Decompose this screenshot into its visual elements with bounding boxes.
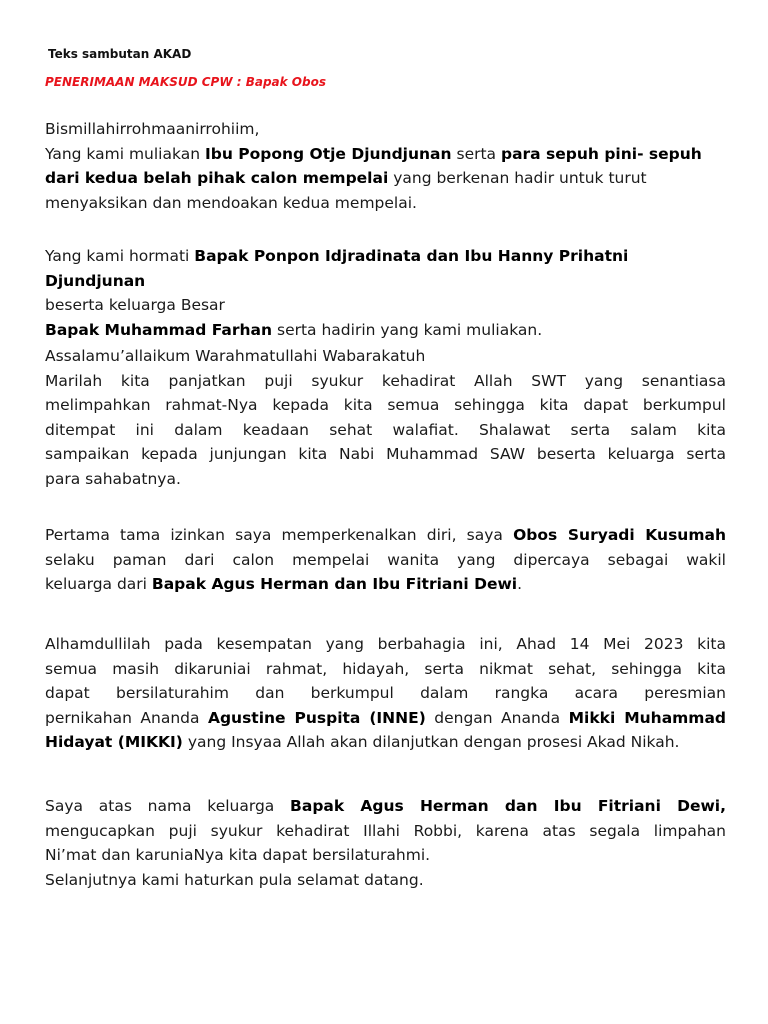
- text-span: yang Insyaa Allah akan dilanjutkan dengan prosesi Akad Nikah.: [182, 733, 680, 752]
- paragraph-line: [45, 706, 726, 731]
- text-span: Saya atas nama keluarga: [45, 797, 291, 815]
- paragraph-line: sampaikan kepada junjungan kita Nabi Muhammad SAW beserta keluarga serta: [45, 445, 726, 464]
- paragraph-event: [45, 632, 726, 755]
- text-span: Pertama tama izinkan saya memperkenalkan diri, saya: [45, 526, 514, 544]
- paragraph-line: selaku paman dari calon mempelai wanita yang dipercaya sebagai wakil: [45, 550, 726, 569]
- paragraph-line: [45, 794, 726, 819]
- groom-name: Mikki Muhammad: [568, 708, 727, 727]
- text-span: Yang kami hormati: [45, 247, 195, 265]
- paragraph-line: [45, 244, 726, 293]
- paragraph-line: beserta keluarga Besar: [45, 296, 225, 315]
- text-span: pernikahan Ananda: [45, 708, 208, 727]
- paragraph-line: para sahabatnya.: [45, 469, 181, 488]
- paragraph-line: [45, 523, 726, 548]
- paragraph-line: [45, 142, 726, 167]
- paragraph-closing: [45, 794, 726, 892]
- text-span: serta: [451, 144, 501, 163]
- paragraph-line: Selanjutnya kami haturkan pula selamat datang.: [45, 870, 424, 889]
- text-span: yang berkenan hadir untuk turut: [388, 169, 647, 188]
- document-subtitle: PENERIMAAN MAKSUD CPW : Bapak Obos: [45, 75, 326, 89]
- groom-name: Hidayat (MIKKI): [45, 733, 183, 752]
- bold-phrase: dari kedua belah pihak calon mempelai: [45, 169, 389, 188]
- paragraph-line: [45, 730, 726, 755]
- text-span: Yang kami muliakan: [45, 144, 205, 163]
- paragraph-line: melimpahkan rahmat-Nya kepada kita semua sehingga kita dapat berkumpul: [45, 396, 726, 415]
- paragraph-honorees: [45, 244, 726, 342]
- text-span: keluarga dari: [45, 575, 152, 594]
- honoree-name: Bapak Muhammad Farhan: [45, 320, 273, 339]
- paragraph-line: dapat bersilaturahim dan berkumpul dalam rangka acara peresmian: [45, 684, 726, 703]
- salam-line: Assalamu’allaikum Warahmatullahi Wabarakatuh: [45, 347, 426, 365]
- paragraph-opening: [45, 117, 726, 215]
- text-span: serta hadirin yang kami muliakan.: [272, 320, 543, 339]
- paragraph-salam: [45, 344, 726, 492]
- paragraph-line: [45, 572, 726, 597]
- text-span: .: [517, 575, 523, 594]
- paragraph-line: Ni’mat dan karuniaNya kita dapat bersilaturahmi.: [45, 846, 431, 865]
- paragraph-line: mengucapkan puji syukur kehadirat Illahi Robbi, karena atas segala limpahan: [45, 821, 726, 840]
- honoree-name: Ibu Popong Otje Djundjunan: [204, 144, 452, 163]
- bride-name: Agustine Puspita (INNE): [207, 708, 426, 727]
- paragraph-line: semua masih dikaruniai rahmat, hidayah, serta nikmat sehat, sehingga kita: [45, 659, 726, 678]
- paragraph-line: menyaksikan dan mendoakan kedua mempelai.: [45, 193, 417, 212]
- paragraph-line: [45, 166, 726, 191]
- speaker-name: Obos Suryadi Kusumah: [513, 526, 726, 544]
- greeting-line: Bismillahirrohmaanirrohiim,: [45, 120, 260, 138]
- paragraph-line: ditempat ini dalam keadaan sehat walafiat. Shalawat serta salam kita: [45, 420, 726, 439]
- paragraph-line: Alhamdullilah pada kesempatan yang berbahagia ini, Ahad 14 Mei 2023 kita: [45, 635, 726, 653]
- paragraph-introduction: [45, 523, 726, 597]
- document-title: Teks sambutan AKAD: [48, 47, 192, 61]
- honoree-name: Bapak Ponpon Idjradinata dan Ibu Hanny Prihatni Djundjunan: [45, 247, 629, 290]
- paragraph-line: [45, 318, 726, 343]
- text-span: dengan Ananda: [425, 708, 569, 727]
- family-name: Bapak Agus Herman dan Ibu Fitriani Dewi: [151, 575, 518, 594]
- bold-phrase: para sepuh pini- sepuh: [500, 144, 702, 163]
- family-name: Bapak Agus Herman dan Ibu Fitriani Dewi,: [290, 797, 726, 815]
- paragraph-line: Marilah kita panjatkan puji syukur kehadirat Allah SWT yang senantiasa: [45, 371, 726, 390]
